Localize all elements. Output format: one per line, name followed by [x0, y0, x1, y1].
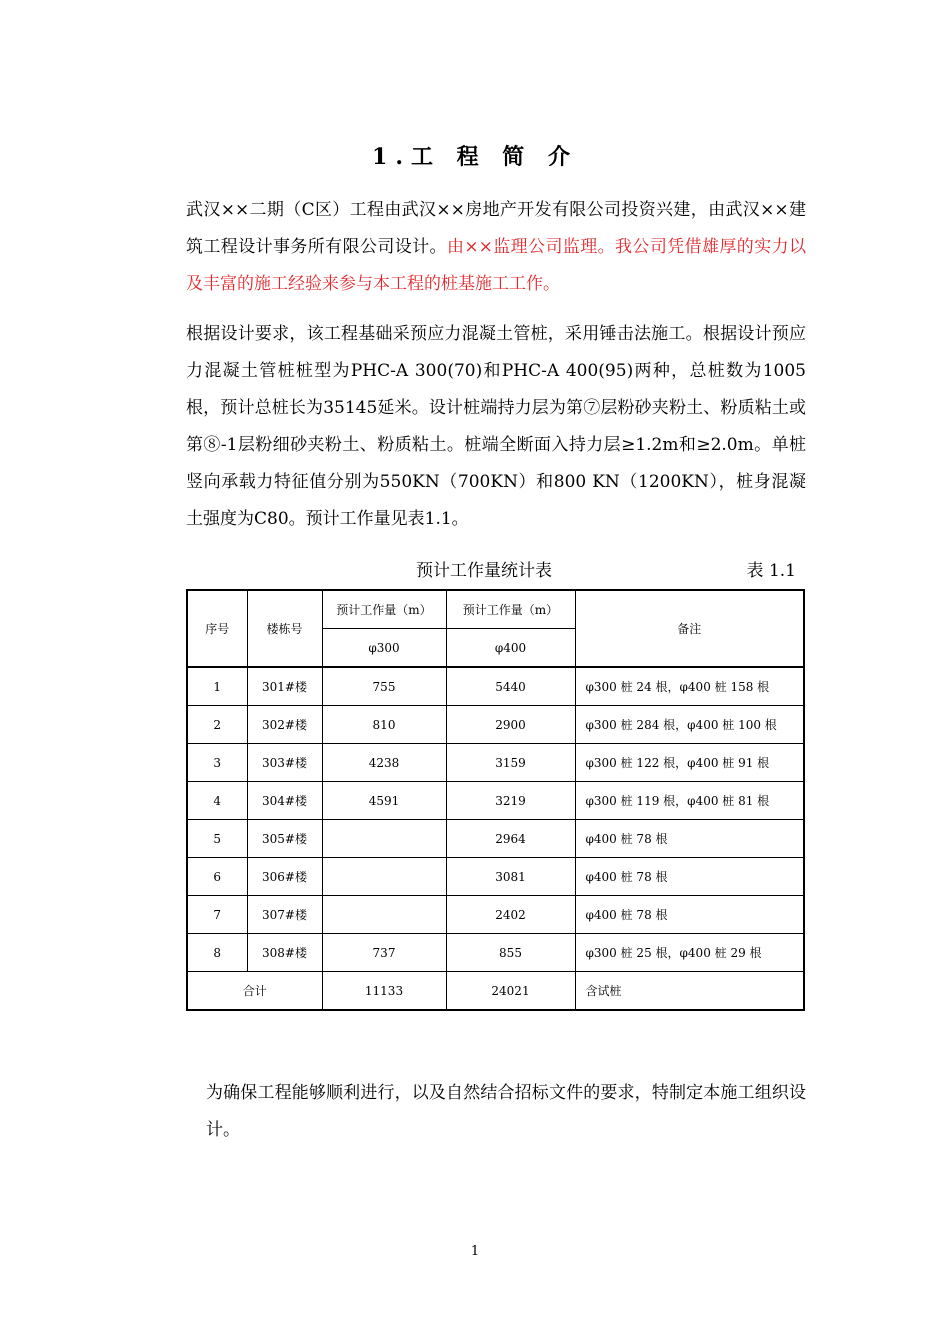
- header-note: 备注: [575, 590, 804, 667]
- cell-index: 5: [187, 820, 247, 858]
- cell-building: 308#楼: [247, 934, 322, 972]
- cell-note: φ400 桩 78 根: [575, 896, 804, 934]
- table-row: [187, 820, 804, 858]
- cell-building: 304#楼: [247, 782, 322, 820]
- cell-note: φ300 桩 284 根，φ400 桩 100 根: [575, 706, 804, 744]
- header-work-400: 预计工作量（m）: [446, 590, 575, 629]
- cell-d400: 855: [446, 934, 575, 972]
- cell-note: φ400 桩 78 根: [575, 858, 804, 896]
- cell-index: 4: [187, 782, 247, 820]
- cell-building: 307#楼: [247, 896, 322, 934]
- cell-d300: 810: [322, 706, 446, 744]
- cell-d400: 2964: [446, 820, 575, 858]
- cell-building: 303#楼: [247, 744, 322, 782]
- table-caption-title: 预计工作量统计表: [416, 561, 552, 581]
- total-note: 含试桩: [575, 972, 804, 1011]
- page-number: 1: [470, 1244, 480, 1259]
- cell-d400: 3219: [446, 782, 575, 820]
- work-quantity-table: [186, 589, 805, 1011]
- intro-text: 武汉××二期（C区）工程由武汉××房地产开发有限公司投资兴建，由武汉××建筑工程设计事务所有限公司设计。: [186, 200, 806, 257]
- cell-d300: 4238: [322, 744, 446, 782]
- table-row: [187, 744, 804, 782]
- total-d400: 24021: [446, 972, 575, 1011]
- cell-d300: [322, 858, 446, 896]
- section-title: 1.工 程 简 介: [372, 144, 578, 170]
- header-diameter-400: φ400: [446, 629, 575, 668]
- table-row: [187, 934, 804, 972]
- header-work-300: 预计工作量（m）: [322, 590, 446, 629]
- table-caption: [186, 556, 802, 584]
- cell-d400: 2900: [446, 706, 575, 744]
- design-paragraph: 根据设计要求，该工程基础采预应力混凝土管桩，采用锤击法施工。根据设计预应力混凝土管桩桩型为PHC-A 300(70)和PHC-A 400(95)两种，总桩数为1005根，预计总桩长为35145延米。设计桩端持力层为第⑦层粉砂夹粉土、粉质粘土或第⑧-1层粉细砂夹粉土、粉质粘土。桩端全断面入持力层≥1.2m和≥2.0m。单桩竖向承载力特征值分别为550KN（700KN）和800 KN（1200KN），桩身混凝土强度为C80。预计工作量见表1.1。: [186, 324, 806, 529]
- cell-note: φ300 桩 24 根，φ400 桩 158 根: [575, 667, 804, 706]
- cell-building: 305#楼: [247, 820, 322, 858]
- table-row: [187, 858, 804, 896]
- cell-d300: [322, 896, 446, 934]
- total-d300: 11133: [322, 972, 446, 1011]
- cell-d400: 5440: [446, 667, 575, 706]
- cell-d300: 755: [322, 667, 446, 706]
- intro-paragraph: [186, 192, 806, 303]
- cell-building: 302#楼: [247, 706, 322, 744]
- intro-highlight-text: 由××监理公司监理。我公司凭借雄厚的实力以及丰富的施工经验来参与本工程的桩基施工工作。: [186, 237, 807, 294]
- cell-note: φ300 桩 119 根，φ400 桩 81 根: [575, 782, 804, 820]
- cell-building: 301#楼: [247, 667, 322, 706]
- cell-note: φ300 桩 122 根，φ400 桩 91 根: [575, 744, 804, 782]
- cell-index: 1: [187, 667, 247, 706]
- total-label: 合计: [187, 972, 322, 1011]
- cell-index: 6: [187, 858, 247, 896]
- cell-building: 306#楼: [247, 858, 322, 896]
- table-row: [187, 896, 804, 934]
- closing-paragraph: 为确保工程能够顺利进行，以及自然结合招标文件的要求，特制定本施工组织设计。: [206, 1083, 806, 1140]
- table-row: [187, 667, 804, 706]
- cell-d400: 2402: [446, 896, 575, 934]
- cell-index: 3: [187, 744, 247, 782]
- cell-index: 2: [187, 706, 247, 744]
- cell-index: 8: [187, 934, 247, 972]
- cell-d400: 3081: [446, 858, 575, 896]
- cell-note: φ400 桩 78 根: [575, 820, 804, 858]
- cell-d300: 4591: [322, 782, 446, 820]
- cell-d400: 3159: [446, 744, 575, 782]
- table-row: [187, 782, 804, 820]
- table-row: [187, 706, 804, 744]
- header-index: 序号: [187, 590, 247, 667]
- cell-note: φ300 桩 25 根，φ400 桩 29 根: [575, 934, 804, 972]
- header-building: 楼栋号: [247, 590, 322, 667]
- table-caption-number: 表 1.1: [746, 561, 796, 581]
- header-diameter-300: φ300: [322, 629, 446, 668]
- cell-d300: 737: [322, 934, 446, 972]
- cell-index: 7: [187, 896, 247, 934]
- table-total-row: [187, 972, 804, 1011]
- cell-d300: [322, 820, 446, 858]
